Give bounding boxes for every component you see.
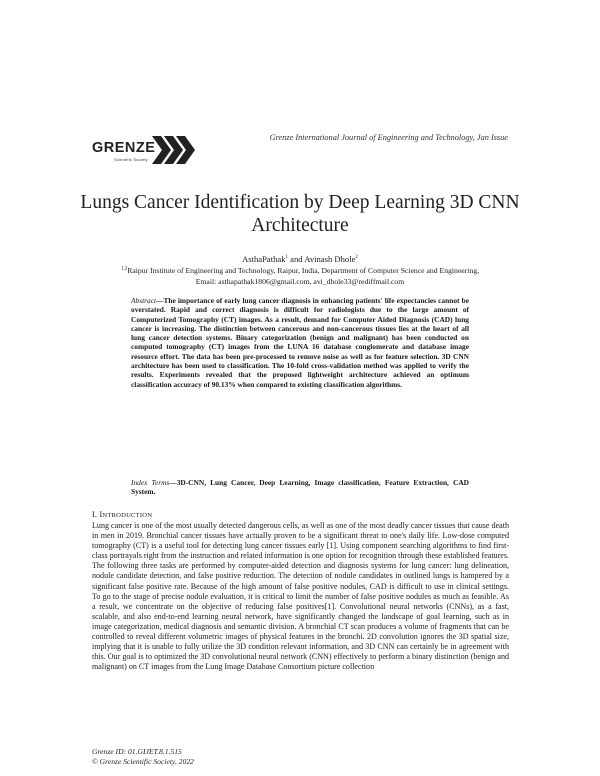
abstract xyxy=(131,296,469,389)
affiliation-line xyxy=(0,266,600,277)
introduction-body xyxy=(92,521,509,672)
abstract-text: —The importance of early lung cancer diagnosis in enhancing patients' life expectancies cannot be overstated. Rapid and correct diagnosis is difficult for radiologists due to the large amount of Computerized Tomography (CT) images. As a result, demand for Computer Aided Diagnosis (CAD) lung cancer is increasing. The distinction between cancerous and non-cancerous tissues lies at the heart of all lung cancer detection systems. Binary categorization (benign and malignant) has been conducted on computed tomography (CT) images from the LUNA 16 database conglomerate and database image resource effort. The data has been pre-processed to remove noise as well as for feature selection. 3D CNN architecture has been used to classification. The 10-fold cross-validation method was applied to verify the results. Experiments revealed that the proposed lightweight architecture achieved an optimum classification accuracy of 90.13% when compared to existing classification algorithms. xyxy=(131,296,469,389)
author-1: AsthaPathak xyxy=(242,254,286,264)
grenze-id: Grenze ID: 01.GIJET.8.1.515 xyxy=(92,747,182,756)
abstract-label: Abstract xyxy=(131,296,157,305)
section-initial: I xyxy=(99,510,103,519)
logo-tagline: Scientific Society xyxy=(114,157,148,162)
page-footer xyxy=(92,747,194,766)
section-title-rest: NTRODUCTION xyxy=(102,512,153,519)
affiliation-block xyxy=(0,266,600,287)
author-2-mark: 2 xyxy=(355,255,358,261)
copyright: © Grenze Scientific Society, 2022 xyxy=(92,756,194,766)
index-terms-label: Index Terms xyxy=(131,478,170,487)
author-line xyxy=(0,254,600,264)
email-line: Email: asthapathak1806@gmail.com, avi_dhole33@rediffmail.com xyxy=(195,276,405,286)
body-paragraph: Lung cancer is one of the most usually detected dangerous cells, as well as one of the most deadly cancer tissues that cause death in men in 2019. Bronchial cancer tissues have actually proven to be a significant threat to one's daily life. Low-dose computed tomography (CT) is a useful tool for detecting lung cancer tissues early [1]. Using component searching algorithms to find first-class portrayals right from the instruction and related information is one option for recognition through these established features. The following three tasks are performed by computer-aided detection and diagnosis systems for lung cancer: lung delineation, nodule candidate detection, and false positive reduction. The detection of nodule candidates in outlined lungs is hampered by a significant false positive rate. Because of the high amount of false positive nodules, CAD is difficult to use in clinical settings. To go to the stage of precise nodule evaluation, it is critical to limit the number of false positive nodules as much as feasible. As a result, we concentrate on the objective of reducing false positives[1]. Convolutional neural networks (CNNs), as a fast, scalable, and also end-to-end learning neural network, have significantly changed the landscape of goal learning, such as in image categorization, medical diagnosis and semantic division. A bronchial CT scan produces a volume of fragments that can be controlled to reveal different volumetric images of physical features in the bronchi. 2D convolution ignores the 3D spatial size, implying that it is unable to fully utilize the 3D condition relevant information, and 3D CNN can certainly be in agreement with this. Our goal is to optimized the 3D convolutional neural network (CNN) effectively to perform a binary distinction (benign and malignant) on CT images from the Lung Image Database Consortium picture collection xyxy=(92,521,509,672)
paper-title: Lungs Cancer Identification by Deep Learning 3D CNN Architecture xyxy=(80,192,520,236)
section-numeral: I. xyxy=(92,510,98,519)
section-heading-introduction xyxy=(92,510,152,519)
chevron-arrows-icon xyxy=(152,134,202,166)
author-2: and Avinash Dhole xyxy=(290,254,356,264)
grenze-logo xyxy=(92,134,202,166)
author-1-mark: 1 xyxy=(285,255,289,261)
affiliation-marks: 1,2 xyxy=(120,266,128,272)
index-terms xyxy=(131,478,469,497)
affiliation-text: Raipur Institute of Engineering and Technology, Raipur, India, Department of Computer Science and Engineering, xyxy=(127,266,480,275)
index-terms-text: —3D-CNN, Lung Cancer, Deep Learning, Image classification, Feature Extraction, CAD System. xyxy=(131,478,469,497)
journal-header: Grenze International Journal of Engineering and Technology, Jan Issue xyxy=(269,133,508,142)
logo-wordmark: GRENZE xyxy=(92,140,156,156)
